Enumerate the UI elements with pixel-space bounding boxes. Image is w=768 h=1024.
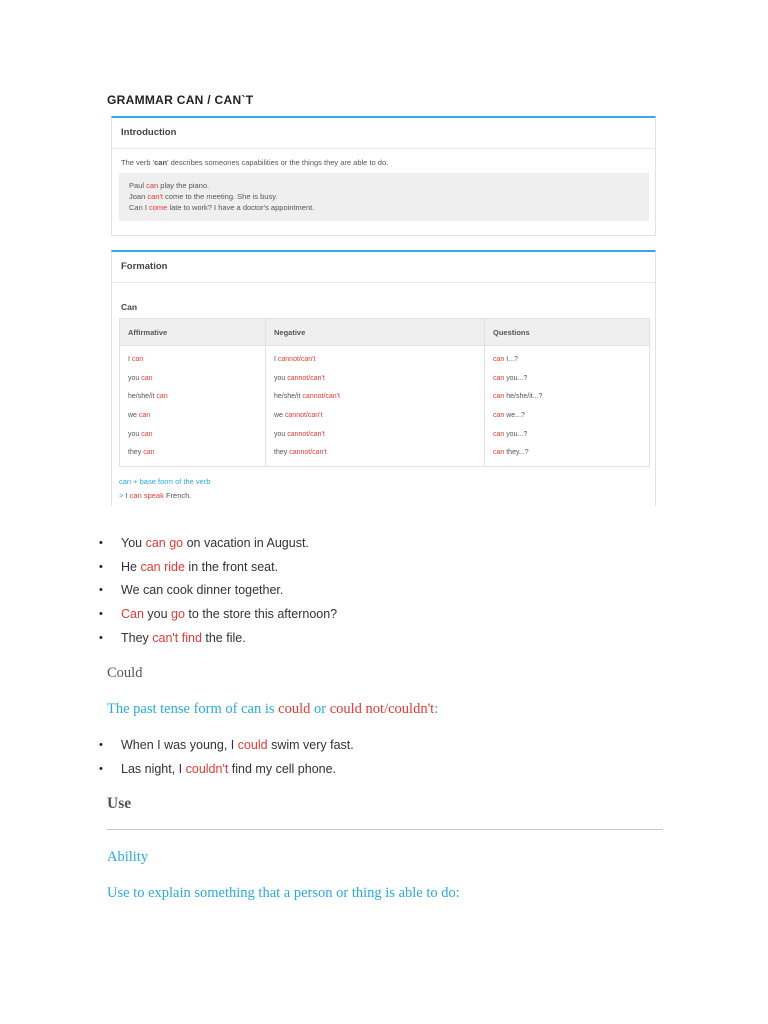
text-segment: We can cook dinner together. (121, 583, 284, 598)
page-title: GRAMMAR CAN / CAN`T (107, 93, 254, 107)
pronoun: he/she/it...? (504, 393, 543, 401)
text-segment: on vacation in August. (183, 536, 309, 550)
text-segment: Can I (129, 203, 150, 212)
highlighted-word: couldn't (185, 761, 229, 776)
introduction-panel (111, 116, 656, 236)
pronoun: you...? (504, 430, 528, 438)
table-header-row (120, 319, 650, 346)
modal-verb: can (493, 355, 505, 363)
formula-example: > I can speak French. (119, 491, 192, 500)
table-cell (266, 346, 485, 369)
table-cell (266, 425, 485, 444)
text-segment: play the piano. (158, 181, 210, 190)
table-row (120, 346, 650, 369)
modal-verb: can (493, 430, 505, 438)
text-segment: in the front seat. (184, 559, 279, 574)
table-cell (485, 369, 650, 388)
table-cell (266, 443, 485, 466)
pronoun: he/she/it (128, 393, 157, 401)
pronoun: we (274, 411, 285, 419)
text-segment: When I was young, I (121, 738, 238, 752)
example-sentence (129, 202, 649, 213)
text-segment: or (310, 701, 330, 717)
example-sentence (129, 191, 649, 202)
past-tense-sentence (107, 701, 438, 718)
list-item (0, 582, 337, 606)
table-cell (485, 387, 650, 406)
list-item (0, 630, 337, 654)
can-subheading: Can (121, 302, 138, 312)
highlighted-word: go (171, 607, 185, 622)
modal-verb: cannot/can't (302, 393, 340, 401)
table-cell (485, 425, 650, 444)
example-sentence (129, 180, 649, 191)
modal-verb: cannot/can't (289, 449, 327, 457)
highlighted-word: can't (147, 192, 163, 201)
text-segment: you (143, 607, 172, 622)
introduction-text: The verb 'can' describes someones capabilities or the things they are able to do. (121, 158, 389, 167)
text-segment: come to the meeting. She is busy. (162, 192, 278, 201)
table-cell (485, 346, 650, 369)
modal-verb: can (493, 411, 505, 419)
pronoun: they (128, 449, 144, 457)
formation-panel (111, 250, 656, 506)
table-cell (120, 406, 266, 425)
pronoun: they...? (504, 449, 529, 457)
pronoun: you (274, 374, 288, 382)
text-segment: swim very fast. (267, 738, 354, 752)
table-row (120, 425, 650, 444)
table-cell (266, 369, 485, 388)
pronoun: he/she/it (274, 393, 303, 401)
highlighted-word: Can (121, 607, 144, 622)
table-cell (120, 387, 266, 406)
formation-heading: Formation (112, 252, 655, 283)
table-cell (485, 443, 650, 466)
ability-description: Use to explain something that a person or thing is able to do: (107, 885, 460, 901)
column-header-negative: Negative (266, 319, 485, 346)
modal-verb: can (493, 374, 505, 382)
chevron-right-icon: > (119, 491, 124, 500)
highlighted-word: could (278, 701, 311, 717)
can-examples-list (0, 535, 337, 653)
introduction-examples-box (119, 173, 649, 221)
highlighted-word: could not/couldn't (329, 701, 435, 717)
pronoun: they (274, 449, 290, 457)
divider (107, 829, 663, 830)
modal-verb: can (141, 374, 153, 382)
modal-verb: cannot/can't (277, 355, 316, 363)
table-cell (120, 425, 266, 444)
text-segment: : (434, 701, 439, 717)
could-heading: Could (107, 665, 143, 681)
table-cell (266, 387, 485, 406)
highlighted-word: come (149, 203, 168, 212)
text-segment: late to work? I have a doctor's appointment. (167, 203, 315, 212)
table-cell (266, 406, 485, 425)
can-conjugation-table (119, 318, 650, 467)
table-cell (485, 406, 650, 425)
modal-verb: cannot/can't (287, 374, 325, 382)
modal-verb: cannot/can't (287, 430, 325, 438)
introduction-heading: Introduction (112, 118, 655, 149)
table-cell (120, 369, 266, 388)
table-cell (120, 443, 266, 466)
pronoun: you...? (504, 374, 528, 382)
could-examples-list (0, 737, 354, 784)
text-segment: You (121, 536, 146, 550)
table-row (120, 443, 650, 466)
highlighted-word: can ride (140, 559, 185, 574)
list-item (0, 761, 354, 785)
text-segment: to the store this afternoon? (184, 607, 338, 622)
pronoun: we (128, 411, 139, 419)
table-cell (120, 346, 266, 369)
ability-heading: Ability (107, 849, 149, 865)
pronoun: we...? (504, 411, 525, 419)
column-header-questions: Questions (485, 319, 650, 346)
list-item (0, 535, 337, 559)
highlighted-word: can go (145, 536, 184, 550)
pronoun: you (274, 430, 288, 438)
modal-verb: cannot/can't (284, 411, 323, 419)
text-segment: The past tense form of can is (107, 701, 279, 717)
text-segment: Joan (129, 192, 148, 201)
column-header-affirmative: Affirmative (120, 319, 266, 346)
text-segment: Las night, I (121, 761, 186, 776)
text-segment: the file. (201, 630, 246, 645)
modal-verb: can (156, 393, 168, 401)
table-row (120, 369, 650, 388)
pronoun: I...? (504, 355, 518, 363)
pronoun: you (128, 374, 142, 382)
modal-verb: can (493, 449, 505, 457)
modal-verb: can (143, 449, 155, 457)
list-item (0, 606, 337, 630)
text-segment: Paul (129, 181, 147, 190)
table-row (120, 387, 650, 406)
modal-verb: can (493, 393, 505, 401)
pronoun: I (128, 355, 132, 363)
text-segment: They (121, 630, 153, 645)
list-item (0, 737, 354, 761)
modal-verb: can (131, 355, 144, 363)
highlighted-word: can (146, 181, 159, 190)
text-segment: He (121, 559, 141, 574)
formula-text: can + base form of the verb (119, 477, 211, 486)
modal-verb: can (138, 411, 151, 419)
modal-verb: can (141, 430, 153, 438)
pronoun: you (128, 430, 142, 438)
highlighted-word: could (237, 738, 268, 752)
pronoun: I (274, 355, 278, 363)
text-segment: find my cell phone. (228, 761, 337, 776)
highlighted-word: can't find (152, 630, 202, 645)
table-row (120, 406, 650, 425)
list-item (0, 559, 337, 583)
use-heading: Use (107, 795, 132, 812)
